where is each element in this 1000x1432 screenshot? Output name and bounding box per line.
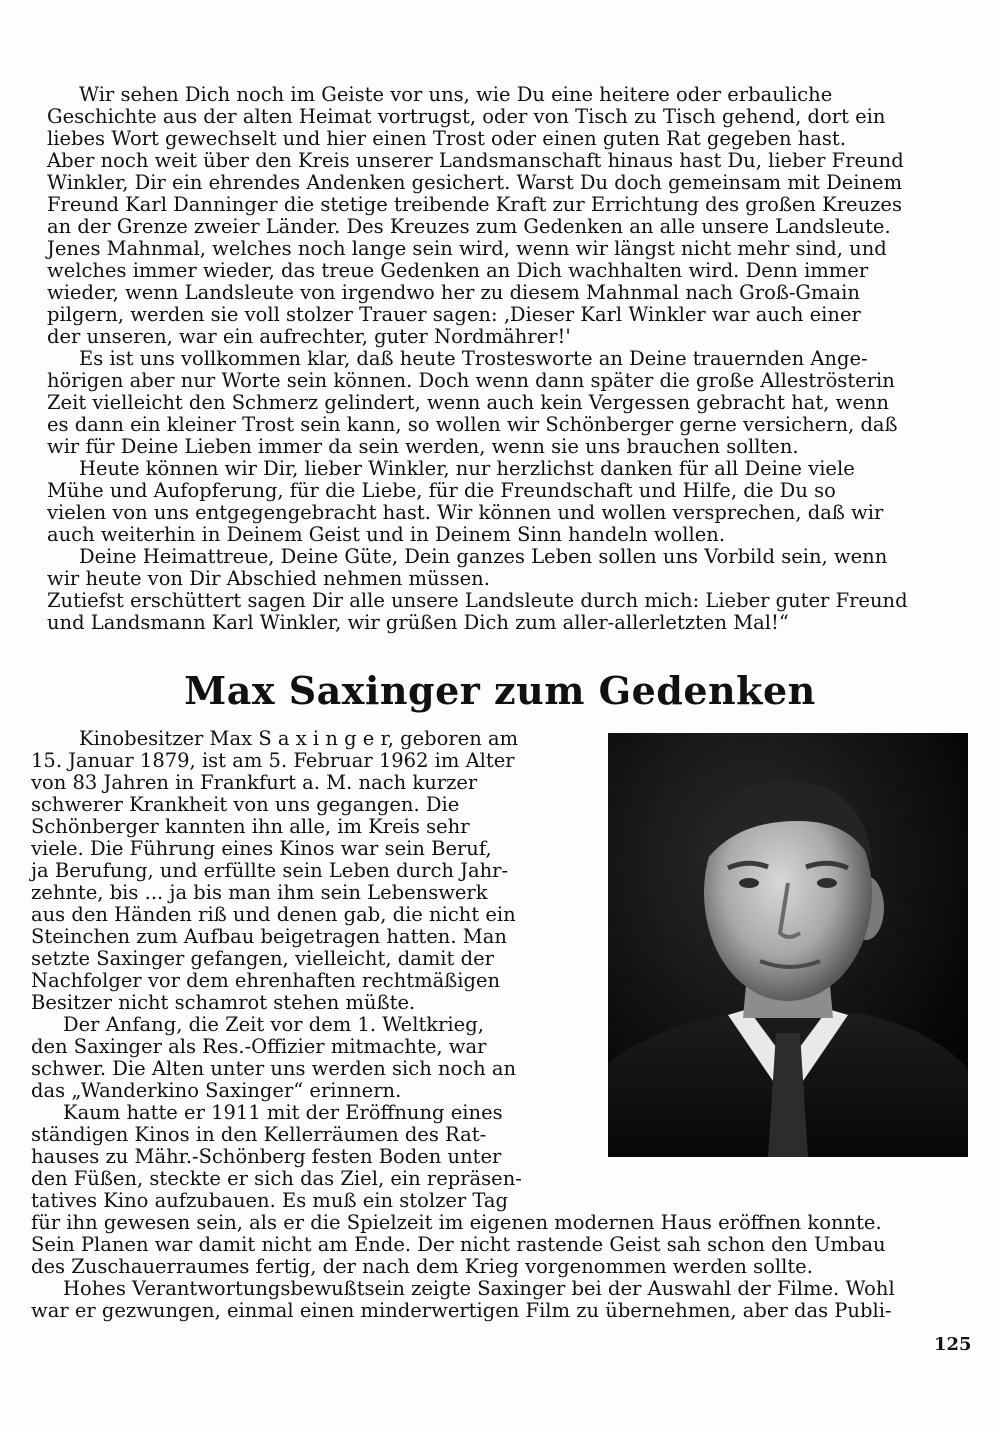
text-line: Zeit vielleicht den Schmerz gelindert, wenn auch kein Vergessen gebracht hat, wenn <box>47 391 889 414</box>
text-line: war er gezwungen, einmal einen minderwertigen Film zu übernehmen, aber das Publi- <box>31 1299 892 1322</box>
text-line: Deine Heimattreue, Deine Güte, Dein ganzes Leben sollen uns Vorbild sein, wenn <box>79 545 888 568</box>
text-line: wir für Deine Lieben immer da sein werden, wenn sie uns brauchen sollten. <box>47 435 799 458</box>
column-text-line: ständigen Kinos in den Kellerräumen des Rat- <box>31 1123 487 1146</box>
text-line: und Landsmann Karl Winkler, wir grüßen Dich zum aller-allerletzten Mal!“ <box>47 611 789 634</box>
column-text-line: zehnte, bis ... ja bis man ihm sein Lebenswerk <box>31 881 488 904</box>
column-text-line: viele. Die Führung eines Kinos war sein Beruf, <box>31 837 492 860</box>
text-line: Hohes Verantwortungsbewußtsein zeigte Saxinger bei der Auswahl der Filme. Wohl <box>63 1277 895 1300</box>
column-text-line: den Saxinger als Res.-Offizier mitmachte, war <box>31 1035 487 1058</box>
text-line: wir heute von Dir Abschied nehmen müssen. <box>47 567 490 590</box>
column-text-line: den Füßen, steckte er sich das Ziel, ein repräsen- <box>31 1167 522 1190</box>
column-text-line: Nachfolger vor dem ehrenhaften rechtmäßigen <box>31 969 501 992</box>
page-number: 125 <box>934 1334 972 1355</box>
text-line: es dann ein kleiner Trost sein kann, so wollen wir Schönberger gerne versichern, daß <box>47 413 898 436</box>
article-title: Max Saxinger zum Gedenken <box>184 668 816 713</box>
column-text-line: schwerer Krankheit von uns gegangen. Die <box>31 793 460 816</box>
text-line: pilgern, werden sie voll stolzer Trauer sagen: ‚Dieser Karl Winkler war auch einer <box>47 303 861 326</box>
column-text-line: Kinobesitzer Max S a x i n g e r, geboren am <box>79 727 519 750</box>
column-text-line: tatives Kino aufzubauen. Es muß ein stolzer Tag <box>31 1189 508 1212</box>
text-line: an der Grenze zweier Länder. Des Kreuzes zum Gedenken an alle unsere Landsleute. <box>47 215 891 238</box>
text-line: Aber noch weit über den Kreis unserer Landsmanschaft hinaus hast Du, lieber Freund <box>47 149 904 172</box>
column-text-line: Der Anfang, die Zeit vor dem 1. Weltkrieg, <box>63 1013 484 1036</box>
text-line: Mühe und Aufopferung, für die Liebe, für die Freundschaft und Hilfe, die Du so <box>47 479 836 502</box>
text-line: Winkler, Dir ein ehrendes Andenken gesichert. Warst Du doch gemeinsam mit Deinem <box>47 171 903 194</box>
text-line: hörigen aber nur Worte sein können. Doch wenn dann später die große Alleströsterin <box>47 369 895 392</box>
text-line: wieder, wenn Landsleute von irgendwo her zu diesem Mahnmal nach Groß-Gmain <box>47 281 860 304</box>
text-line: vielen von uns entgegengebracht hast. Wir können und wollen versprechen, daß wir <box>47 501 884 524</box>
portrait-illustration <box>608 733 968 1157</box>
text-line: welches immer wieder, das treue Gedenken an Dich wachhalten wird. Denn immer <box>47 259 869 282</box>
column-text-line: von 83 Jahren in Frankfurt a. M. nach kurzer <box>31 771 478 794</box>
column-text-line: 15. Januar 1879, ist am 5. Februar 1962 im Alter <box>31 749 515 772</box>
text-line: Wir sehen Dich noch im Geiste vor uns, wie Du eine heitere oder erbauliche <box>79 83 833 106</box>
text-line: für ihn gewesen sein, als er die Spielzeit im eigenen modernen Haus eröffnen konnte. <box>31 1211 882 1234</box>
column-text-line: setzte Saxinger gefangen, vielleicht, damit der <box>31 947 494 970</box>
text-line: Es ist uns vollkommen klar, daß heute Trostesworte an Deine trauernden Ange- <box>79 347 868 370</box>
text-line: auch weiterhin in Deinem Geist und in Deinem Sinn handeln wollen. <box>47 523 726 546</box>
column-text-line: Steinchen zum Aufbau beigetragen hatten. Man <box>31 925 507 948</box>
text-line: liebes Wort gewechselt und hier einen Trost oder einen guten Rat gegeben hast. <box>47 127 846 150</box>
column-text-line: schwer. Die Alten unter uns werden sich noch an <box>31 1057 517 1080</box>
column-text-line: das „Wanderkino Saxinger“ erinnern. <box>31 1079 402 1102</box>
text-line: des Zuschauerraumes fertig, der nach dem Krieg vorgenommen werden sollte. <box>31 1255 813 1278</box>
text-line: der unseren, war ein aufrechter, guter Nordmährer!' <box>47 325 571 348</box>
text-line: Geschichte aus der alten Heimat vortrugst, oder von Tisch zu Tisch gehend, dort ein <box>47 105 886 128</box>
text-line: Heute können wir Dir, lieber Winkler, nur herzlichst danken für all Deine viele <box>79 457 855 480</box>
column-text-line: Kaum hatte er 1911 mit der Eröffnung eines <box>63 1101 503 1124</box>
portrait-photo <box>608 733 968 1157</box>
text-line: Jenes Mahnmal, welches noch lange sein wird, wenn wir längst nicht mehr sind, und <box>47 237 887 260</box>
column-text-line: Schönberger kannten ihn alle, im Kreis sehr <box>31 815 470 838</box>
column-text-line: Besitzer nicht schamrot stehen müßte. <box>31 991 416 1014</box>
column-text-line: hauses zu Mähr.-Schönberg festen Boden unter <box>31 1145 502 1168</box>
text-line: Freund Karl Danninger die stetige treibende Kraft zur Errichtung des großen Kreuzes <box>47 193 902 216</box>
text-line: Zutiefst erschüttert sagen Dir alle unsere Landsleute durch mich: Lieber guter Freund <box>47 589 908 612</box>
column-text-line: ja Berufung, und erfüllte sein Leben durch Jahr- <box>31 859 509 882</box>
text-line: Sein Planen war damit nicht am Ende. Der nicht rastende Geist sah schon den Umbau <box>31 1233 886 1256</box>
column-text-line: aus den Händen riß und denen gab, die nicht ein <box>31 903 516 926</box>
